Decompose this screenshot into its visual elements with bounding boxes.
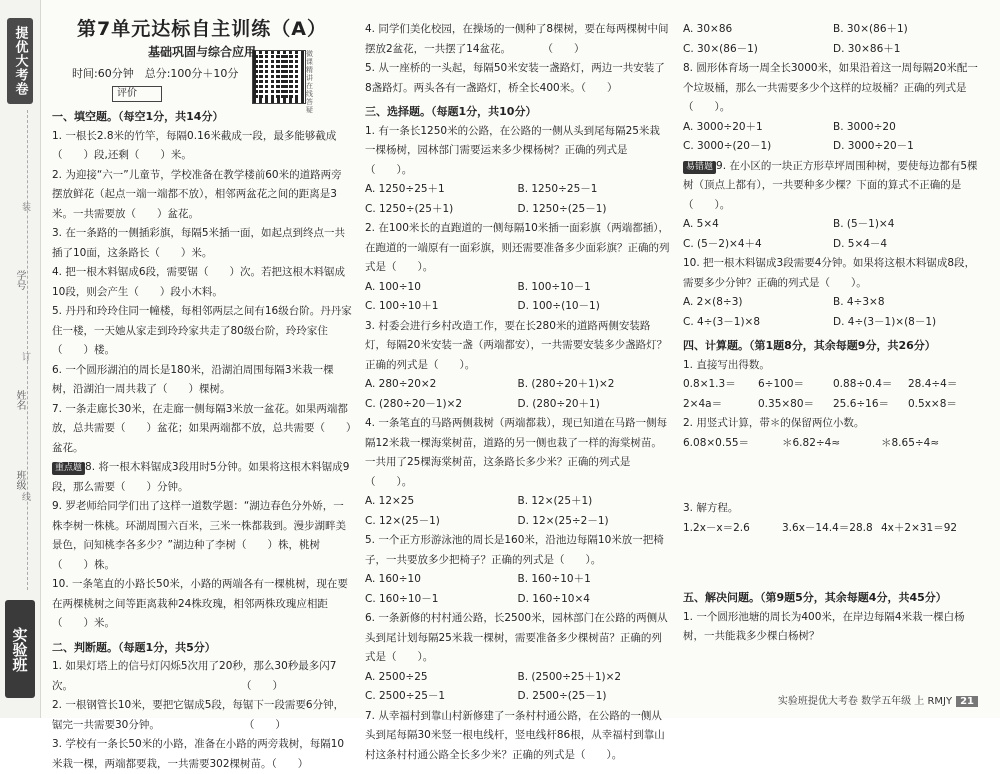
question: 5. 一个正方形游泳池的周长是160米，沿池边每隔10米放一把椅子，一共要放多少把椅子？正确的列式是（ ）。 [365,534,664,566]
page-title: 第7单元达标自主训练（A） [77,18,327,40]
choice-option[interactable]: D. 1250÷(25－1) [517,202,607,215]
footer-text: 实验班提优大考卷 数学五年级 上 RMJY [777,696,953,707]
choice-option[interactable]: C. 100÷10＋1 [365,300,439,312]
calc-item: 6÷100＝ [758,378,805,390]
question: 3. 解方程。 [683,502,739,514]
answer-space [683,538,983,584]
choice-option[interactable]: C. (5－2)×4＋4 [683,237,762,250]
choice-option[interactable]: D. 2500÷(25－1) [517,690,607,702]
choice-option[interactable]: B. 12×(25＋1) [517,495,593,507]
question: 1. 如果灯塔上的信号灯闪烁5次用了20秒，那么30秒最多闪7次。 （ ） [52,660,337,692]
choice-option[interactable]: B. (2500÷25＋1)×2 [517,670,622,683]
choice-option[interactable]: D. 100÷(10－1) [517,300,600,312]
choice-option[interactable]: D. (280÷20＋1) [517,397,600,410]
choice-option[interactable]: B. 100÷10－1 [517,280,591,293]
choice-option[interactable]: A. 5×4 [683,218,719,230]
calc-item: 1.2x－x＝2.6 [683,521,750,534]
choice-option[interactable]: C. 160÷10－1 [365,592,439,605]
choice-option[interactable]: B. 30×(86＋1) [833,23,908,35]
choice-options [365,668,670,707]
choice-option[interactable]: C. 4÷(3－1)×8 [683,315,761,328]
question: 3. 村委会进行乡村改造工作，要在长280米的道路两侧安装路灯，每隔20米安装一盏（两端都安），一共需要安装多少盏路灯？正确的列式是（ ）。 [365,319,668,371]
qr-tag: 微课精讲在线答疑 [306,50,313,114]
question: 8. 圆形体育场一周全长3000米，如果沿着这一周每隔20米配一个垃圾桶，那么一共需要多少个这样的垃圾桶？正确的列式是（ ）。 [683,62,978,113]
question: 3. 学校有一条长50米的小路，准备在小路的两旁栽树，每隔10米栽一棵，两端都要栽，一共需要302棵树苗。（ ） [52,738,345,770]
page-number: 21 [956,696,978,707]
question-text: 8. 将一根木料锯成3段用时5分钟。如果将这根木料锯成9段，那么需要（ ）分钟。 [52,461,350,493]
choice-option[interactable]: B. (5－1)×4 [833,218,895,230]
choice-options [365,278,670,317]
question: 1. 一个圆形池塘的周长为400米，在岸边每隔4米栽一棵白杨树，一共能栽多少棵白杨树？ [683,610,965,642]
question: 1. 有一条长1250米的公路，在公路的一侧从头到尾每隔25米栽一棵杨树，园林部门需要运来多少棵杨树？正确的列式是（ ）。 [365,124,660,176]
answer-space [683,453,983,499]
brand-top-logo: 提优大考卷 [7,18,33,104]
choice-option[interactable]: D. 4÷(3－1)×(8－1) [833,315,937,328]
choice-option[interactable]: B. 160÷10＋1 [517,573,591,585]
choice-option[interactable]: D. 160÷10×4 [517,592,590,605]
choice-option[interactable]: B. (280÷20＋1)×2 [517,378,615,390]
label-name: 姓名 [14,390,25,410]
section-heading: 四、计算题。（第1题8分，其余每题9分，共26分） [683,339,936,352]
question: 4. 一条笔直的马路两侧栽树（两端都栽），现已知道在马路一侧每隔12米栽一棵海棠树苗，道路的另一侧也栽了一样的海棠树苗。一共用了25棵海棠树苗，这条路长多少米？正确的列式是（ ）。 [365,417,668,488]
cut-mark-2: 订 [22,353,32,363]
question: 2. 为迎接“六一”儿童节，学校准备在教学楼前60米的道路两旁摆放鲜花（起点一端一端都不放），相邻两盆花之间的距离是3米。一共需要放（ ）盆花。 [52,168,342,220]
choice-option[interactable]: D. 30×86＋1 [833,42,901,55]
question: 10. 一条笔直的小路长50米，小路的两端各有一棵桃树，现在要在两棵桃树之间等距离栽种24株玫瑰，相邻两株玫瑰应相距（ ）米。 [52,578,348,629]
choice-option[interactable]: A. 2×(8÷3) [683,296,743,308]
label-id: 学号 [14,270,25,290]
choice-option[interactable]: D. 5×4－4 [833,237,888,250]
question [683,157,983,216]
calc-item: 0.5x×8＝ [908,397,957,410]
calc-row [683,519,983,539]
column-2 [365,20,670,765]
calc-item: 0.8×1.3＝ [683,378,736,390]
choice-option[interactable]: C. 2500÷25－1 [365,690,446,702]
question-badge: 重点题 [52,462,85,475]
binding-strip [0,0,41,718]
choice-option[interactable]: C. 30×(86－1) [683,42,758,55]
calc-item: 2×4a＝ [683,397,723,410]
calc-item: 25.6÷16＝ [833,397,890,410]
calc-item: ＊8.65÷4≈ [881,436,940,449]
label-class: 班级 [14,470,25,490]
choice-option[interactable]: A. 2500÷25 [365,670,428,683]
calc-row [683,434,983,454]
choice-option[interactable]: C. (280÷20－1)×2 [365,397,463,410]
choice-options [365,375,670,414]
calc-row [683,375,983,395]
choice-option[interactable]: B. 1250÷25－1 [517,183,598,195]
choice-options [365,492,670,531]
choice-option[interactable]: B. 4÷3×8 [833,296,885,308]
choice-option[interactable]: B. 3000÷20 [833,120,896,133]
section-heading: 五、解决问题。（第9题5分，其余每题4分，共45分） [683,591,947,604]
calc-row [683,395,983,415]
question: 10. 把一根木料锯成3段需要4分钟。如果将这根木料锯成8段，需要多少分钟？正确的列式是（ ）。 [683,257,976,289]
brand-bottom-logo: 实验班 [5,600,35,698]
choice-option[interactable]: D. 12×(25÷2－1) [517,514,609,527]
choice-option[interactable]: A. 160÷10 [365,573,421,585]
choice-option[interactable]: C. 1250÷(25＋1) [365,202,454,215]
question: 7. 从幸福村到靠山村新修建了一条村村通公路，在公路的一侧从头到尾每隔30米竖一根电线杆，竖电线杆86根，从幸福村到靠山村这条村村通公路全长多少米？正确的列式是（ ）。 [365,709,665,761]
choice-option[interactable]: A. 3000÷20＋1 [683,120,763,133]
choice-option[interactable]: A. 1250÷25＋1 [365,183,445,195]
calc-item: 0.88÷0.4＝ [833,378,893,390]
choice-option[interactable]: C. 12×(25－1) [365,514,440,527]
section-heading: 一、填空题。（每空1分，共14分） [52,110,224,123]
choice-option[interactable]: A. 12×25 [365,495,415,507]
choice-options [365,180,670,219]
question: 5. 从一座桥的一头起，每隔50米安装一盏路灯，两边一共安装了8盏路灯。两头各有一盏路灯，桥全长400米。（ ） [365,62,665,94]
section-heading: 三、选择题。（每题1分，共10分） [365,105,537,118]
question: 9. 罗老师给同学们出了这样一道数学题：“湖边春色分外娇，一株李树一株桃。环湖周围六百米，三米一株都栽到。漫步湖畔美景色，问知桃李各多少？”湖边种了李树（ ）株，桃树（ ）株。 [52,500,346,571]
calc-item: 3.6x－14.4＝28.8 [782,521,873,534]
cut-mark-1: 装 [22,203,32,213]
column-1 [52,20,352,774]
choice-option[interactable]: C. 3000÷(20－1) [683,140,772,152]
choice-option[interactable]: A. 30×86 [683,23,733,35]
question: 5. 丹丹和玲玲住同一幢楼，每相邻两层之间有16级台阶。丹丹家住一楼，一天她从家走到玲玲家共走了80级台阶，玲玲家住（ ）楼。 [52,305,352,356]
question [52,458,352,497]
choice-options [683,293,983,332]
choice-option[interactable]: D. 3000÷20－1 [833,140,914,152]
choice-options [365,570,670,609]
time-score: 时间:60分钟 总分:100分＋10分 [72,67,239,80]
question: 4. 同学们美化校园，在操场的一侧种了8棵树，要在每两棵树中间摆放2盆花，一共摆了14盆花。 （ ） [365,23,669,55]
question: 2. 一根钢管长10米，要把它锯成5段，每锯下一段需要6分钟，锯完一共需要30分钟。 （ ） [52,699,345,731]
question: 2. 用竖式计算，带＊的保留两位小数。 [683,417,865,429]
question: 1. 一根长2.8米的竹竿，每隔0.16米截成一段，最多能够截成（ ）段,还剩（ ）米。 [52,129,337,161]
choice-options [683,118,983,157]
calc-item: 0.35×80＝ [758,397,815,410]
question-badge: 易错题 [683,161,716,174]
cut-mark-3: 线 [22,493,32,503]
question: 7. 一条走廊长30米，在走廊一侧每隔3米放一盆花。如果两端都放，总共需要（ ）盆花；如果两端都不放，总共需要（ ）盆花。 [52,402,352,454]
question: 6. 一条新修的村村通公路，长2500米，园林部门在公路的两侧从头到尾计划每隔25米栽一棵树，需要准备多少棵树苗？正确的列式是（ ）。 [365,612,668,663]
section-heading: 二、判断题。（每题1分，共5分） [52,640,216,654]
question: 1. 直接写出得数。 [683,358,770,371]
column-3 [683,20,983,647]
calc-item: 28.4÷4＝ [908,378,958,390]
question: 3. 在一条路的一侧插彩旗，每隔5米插一面，如起点到终点一共插了10面，这条路长（ ）米。 [52,227,346,259]
page-subtitle: 基础巩固与综合应用 [147,44,256,59]
choice-options [683,215,983,254]
question-text: 9. 在小区的一块正方形草坪周围种树，要使每边都有5棵树（顶点上都有），一共要种多少棵？下面的算式不正确的是（ ）。 [683,159,978,211]
question: 4. 把一根木料锯成6段，需要锯（ ）次。若把这根木料锯成10段，则会产生（ ）段小木料。 [52,266,346,298]
choice-option[interactable]: A. 100÷10 [365,280,421,293]
footer [778,692,978,707]
calc-item: 4x＋2×31＝92 [881,521,958,534]
calc-item: ＊6.82÷4≈ [782,436,841,449]
score-box[interactable]: 评价 [112,86,162,102]
question: 2. 在100米长的直跑道的一侧每隔10米插一面彩旗（两端都插），在跑道的一端原有一面彩旗，则还需要准备多少面彩旗？正确的列式是（ ）。 [365,222,670,273]
question: 6. 一个圆形湖泊的周长是180米，沿湖泊周围每隔3米栽一棵树，沿湖泊一周共栽了（ ）棵树。 [52,363,334,395]
choice-options [683,20,983,59]
choice-option[interactable]: A. 280÷20×2 [365,378,437,390]
calc-item: 6.08×0.55＝ [683,436,750,449]
